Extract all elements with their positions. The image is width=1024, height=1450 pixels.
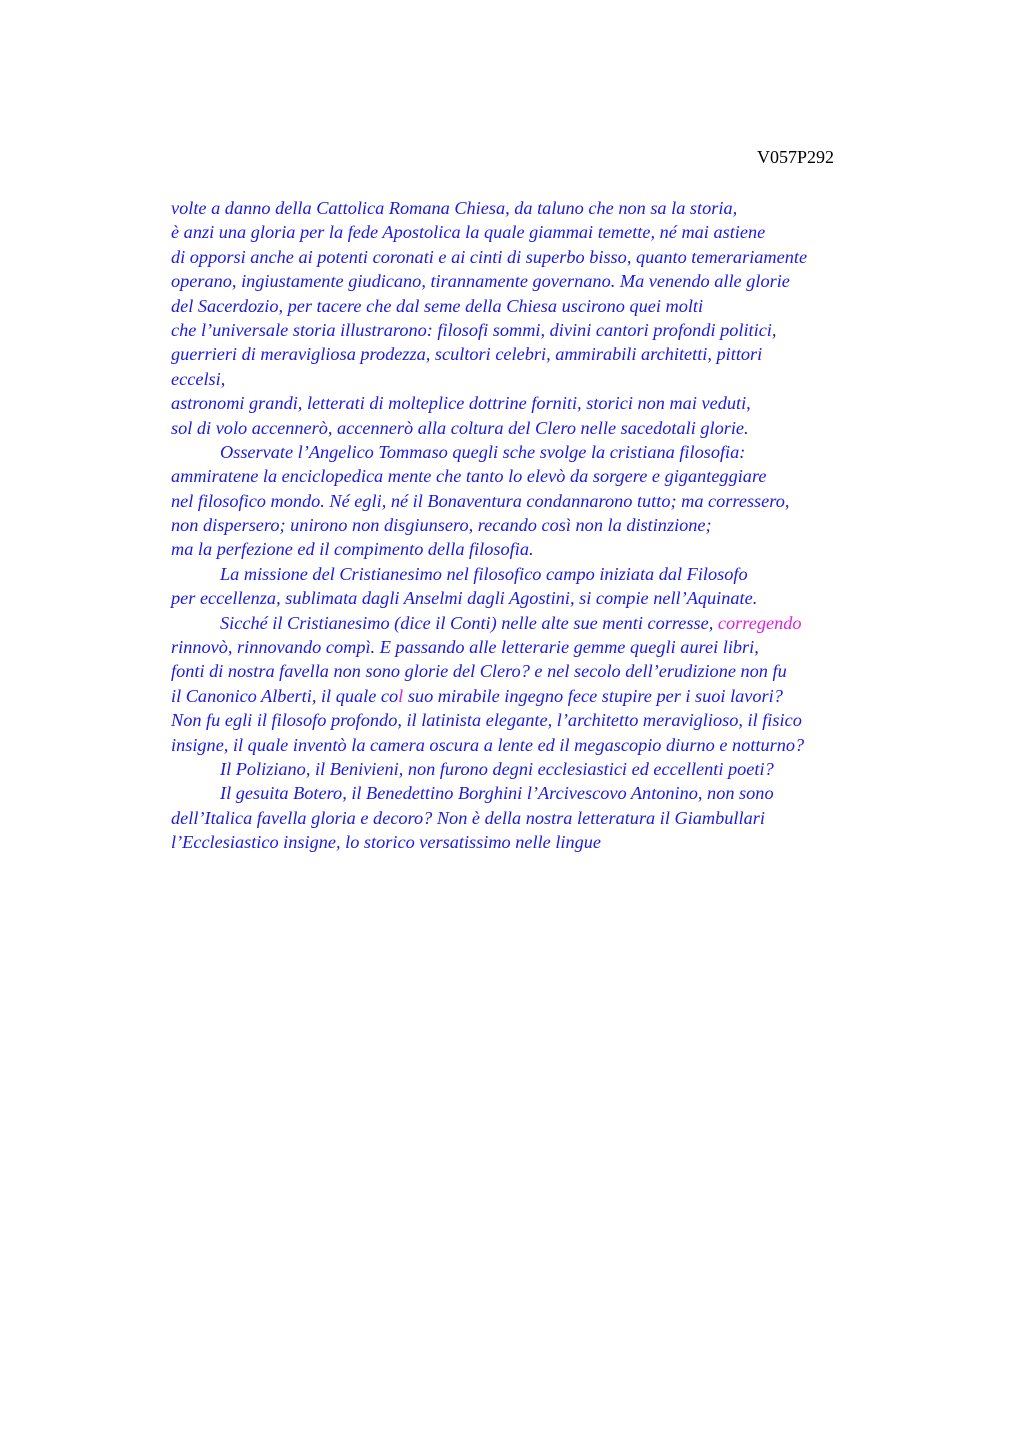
text-line (171, 416, 931, 440)
text-segment: rinnovò, rinnovando compì. E passando alle letterarie gemme quegli aurei libri, (171, 637, 759, 658)
text-segment: suo mirabile ingegno fece stupire per i suoi lavori? (403, 685, 783, 706)
text-line (171, 269, 931, 293)
text-segment: Non fu egli il filosofo profondo, il latinista elegante, l’architetto meraviglioso, il fisico (171, 710, 802, 731)
highlighted-text: corregendo (717, 612, 802, 633)
text-segment: operano, ingiustamente giudicano, tirannamente governano. Ma venendo alle glorie (171, 271, 790, 292)
text-segment: il Canonico Alberti, il quale co (171, 685, 399, 706)
text-segment: La missione del Cristianesimo nel filosofico campo iniziata dal Filosofo (220, 563, 748, 584)
text-segment: nel filosofico mondo. Né egli, né il Bonaventura condannarono tutto; ma corressero, (171, 490, 790, 511)
text-segment: astronomi grandi, letterati di molteplice dottrine forniti, storici non mai veduti, (171, 393, 751, 414)
text-segment: volte a danno della Cattolica Romana Chiesa, da taluno che non sa la storia, (171, 198, 738, 218)
body-text (171, 196, 931, 855)
text-line (171, 611, 931, 635)
text-line (171, 635, 931, 659)
text-segment: ma la perfezione ed il compimento della filosofia. (171, 539, 534, 560)
text-line (171, 342, 931, 366)
text-segment: Sicché il Cristianesimo (dice il Conti) nelle alte sue menti corresse, (220, 612, 718, 633)
text-line (171, 684, 931, 708)
text-line (171, 245, 931, 269)
page-identifier: V057P292 (757, 147, 835, 167)
text-line (171, 196, 931, 220)
text-segment: eccelsi, (171, 368, 226, 389)
text-line (171, 318, 931, 342)
text-segment: del Sacerdozio, per tacere che dal seme della Chiesa uscirono quei molti (171, 295, 704, 316)
text-line (171, 659, 931, 683)
text-segment: guerrieri di meravigliosa prodezza, scultori celebri, ammirabili architetti, pittori (171, 344, 763, 365)
text-line (171, 367, 931, 391)
text-line (171, 537, 931, 561)
text-line (171, 733, 931, 757)
text-segment: per eccellenza, sublimata dagli Anselmi dagli Agostini, si compie nell’Aquinate. (171, 588, 758, 609)
text-segment: Osservate l’Angelico Tommaso quegli sche svolge la cristiana filosofia: (220, 441, 746, 462)
text-segment: non dispersero; unirono non disgiunsero, recando così non la distinzione; (171, 515, 712, 536)
text-line (171, 562, 931, 586)
text-line (171, 391, 931, 415)
text-line (171, 708, 931, 732)
text-line (171, 757, 931, 781)
text-line (171, 806, 931, 830)
text-line (171, 586, 931, 610)
text-segment: dell’Italica favella gloria e decoro? Non è della nostra letteratura il Giambullari (171, 807, 765, 828)
text-line (171, 781, 931, 805)
text-segment: fonti di nostra favella non sono glorie del Clero? e nel secolo dell’erudizione non fu (171, 661, 787, 682)
text-segment: che l’universale storia illustrarono: filosofi sommi, divini cantori profondi politici, (171, 319, 777, 340)
text-line (171, 489, 931, 513)
text-line (171, 294, 931, 318)
text-segment: sol di volo accennerò, accennerò alla coltura del Clero nelle sacedotali glorie. (171, 417, 749, 438)
highlighted-text: l (398, 685, 404, 706)
text-segment: Il Poliziano, il Benivieni, non furono degni ecclesiastici ed eccellenti poeti? (220, 758, 774, 779)
text-line (171, 220, 931, 244)
text-segment: Il gesuita Botero, il Benedettino Borghini l’Arcivescovo Antonino, non sono (220, 783, 774, 804)
text-segment: è anzi una gloria per la fede Apostolica la quale giammai temette, né mai astiene (171, 222, 766, 243)
text-segment: di opporsi anche ai potenti coronati e ai cinti di superbo bisso, quanto temerariamente (171, 246, 808, 267)
text-segment: insigne, il quale inventò la camera oscura a lente ed il megascopio diurno e notturno? (171, 734, 805, 755)
text-segment: l’Ecclesiastico insigne, lo storico versatissimo nelle lingue (171, 832, 602, 853)
text-line (171, 830, 931, 854)
text-segment: ammiratene la enciclopedica mente che tanto lo elevò da sorgere e giganteggiare (171, 466, 767, 487)
text-line (171, 464, 931, 488)
text-line (171, 513, 931, 537)
text-line (171, 440, 931, 464)
